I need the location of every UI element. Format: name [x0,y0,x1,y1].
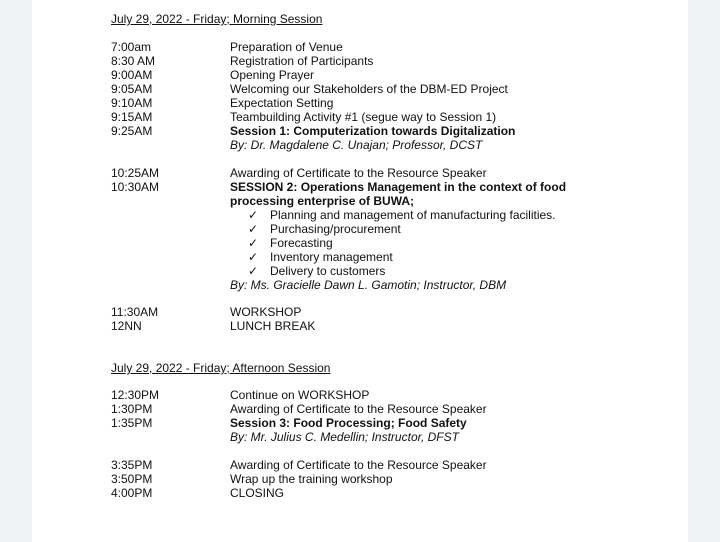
time: 3:50PM [111,472,153,486]
schedule-row [111,96,671,110]
schedule-row [111,166,671,180]
time: 10:30AM [111,180,160,194]
time: 1:35PM [111,416,153,430]
time: 1:30PM [111,402,153,416]
schedule-row [111,402,671,416]
activity: Teambuilding Activity #1 (segue way to Session 1) [230,110,497,124]
time: 9:00AM [111,68,153,82]
schedule-row [111,138,671,152]
topic-item [111,208,671,222]
schedule-row [111,124,671,138]
time: 12NN [111,319,142,333]
midday-block [111,305,671,333]
schedule-row [111,180,671,194]
schedule-row [111,416,671,430]
activity: Awarding of Certificate to the Resource Speaker [230,458,487,472]
session-2-block [111,166,671,292]
topic-item [111,250,671,264]
topic-label: Delivery to customers [270,264,386,278]
topic-label: Forecasting [270,236,333,250]
checkmark-icon: ✓ [248,222,259,236]
afternoon-schedule [111,388,671,444]
activity: Awarding of Certificate to the Resource Speaker [230,402,487,416]
schedule-row [111,278,671,292]
schedule-row [111,82,671,96]
document-page [32,0,688,542]
schedule-row [111,472,671,486]
checkmark-icon: ✓ [248,250,259,264]
schedule-row [111,430,671,444]
schedule-row [111,68,671,82]
schedule-row [111,110,671,124]
schedule-row [111,194,671,208]
session-2-title: SESSION 2: Operations Management in the context of food [230,180,567,194]
time: 9:05AM [111,82,153,96]
topic-item [111,264,671,278]
session-3-title: Session 3: Food Processing; Food Safety [230,416,467,430]
session-2-title-cont: processing enterprise of BUWA; [230,194,415,208]
topic-label: Purchasing/procurement [270,222,401,236]
schedule-row [111,458,671,472]
session-1-title: Session 1: Computerization towards Digitalization [230,124,516,138]
checkmark-icon: ✓ [248,208,259,222]
time: 9:10AM [111,96,153,110]
morning-session-header: July 29, 2022 - Friday; Morning Session [111,12,323,26]
checkmark-icon: ✓ [248,264,259,278]
schedule-row [111,40,671,54]
time: 11:30AM [111,305,159,319]
checkmark-icon: ✓ [248,236,259,250]
session-3-speaker: By: Mr. Julius C. Medellin; Instructor, DFST [230,430,459,444]
topic-item [111,222,671,236]
schedule-row [111,54,671,68]
topic-item [111,236,671,250]
activity: Wrap up the training workshop [230,472,393,486]
session-1-speaker: By: Dr. Magdalene C. Unajan; Professor, DCST [230,138,483,152]
activity: Continue on WORKSHOP [230,388,370,402]
activity: WORKSHOP [230,305,302,319]
activity: Registration of Participants [230,54,374,68]
activity: LUNCH BREAK [230,319,316,333]
time: 10:25AM [111,166,160,180]
time: 7:00am [111,40,152,54]
schedule-row [111,486,671,500]
time: 9:25AM [111,124,153,138]
session-2-speaker: By: Ms. Gracielle Dawn L. Gamotin; Instructor, DBM [230,278,507,292]
time: 12:30PM [111,388,160,402]
closing-schedule [111,458,671,500]
activity: Welcoming our Stakeholders of the DBM-ED Project [230,82,508,96]
activity: Awarding of Certificate to the Resource Speaker [230,166,487,180]
topic-label: Inventory management [270,250,393,264]
schedule-row [111,388,671,402]
time: 4:00PM [111,486,153,500]
afternoon-session-header: July 29, 2022 - Friday; Afternoon Session [111,361,331,375]
morning-schedule [111,40,671,152]
topic-label: Planning and management of manufacturing facilities. [270,208,556,222]
time: 3:35PM [111,458,153,472]
schedule-row [111,305,671,319]
time: 8:30 AM [111,54,156,68]
activity: Preparation of Venue [230,40,343,54]
schedule-row [111,319,671,333]
activity: Expectation Setting [230,96,334,110]
activity: Opening Prayer [230,68,315,82]
time: 9:15AM [111,110,153,124]
activity: CLOSING [230,486,285,500]
